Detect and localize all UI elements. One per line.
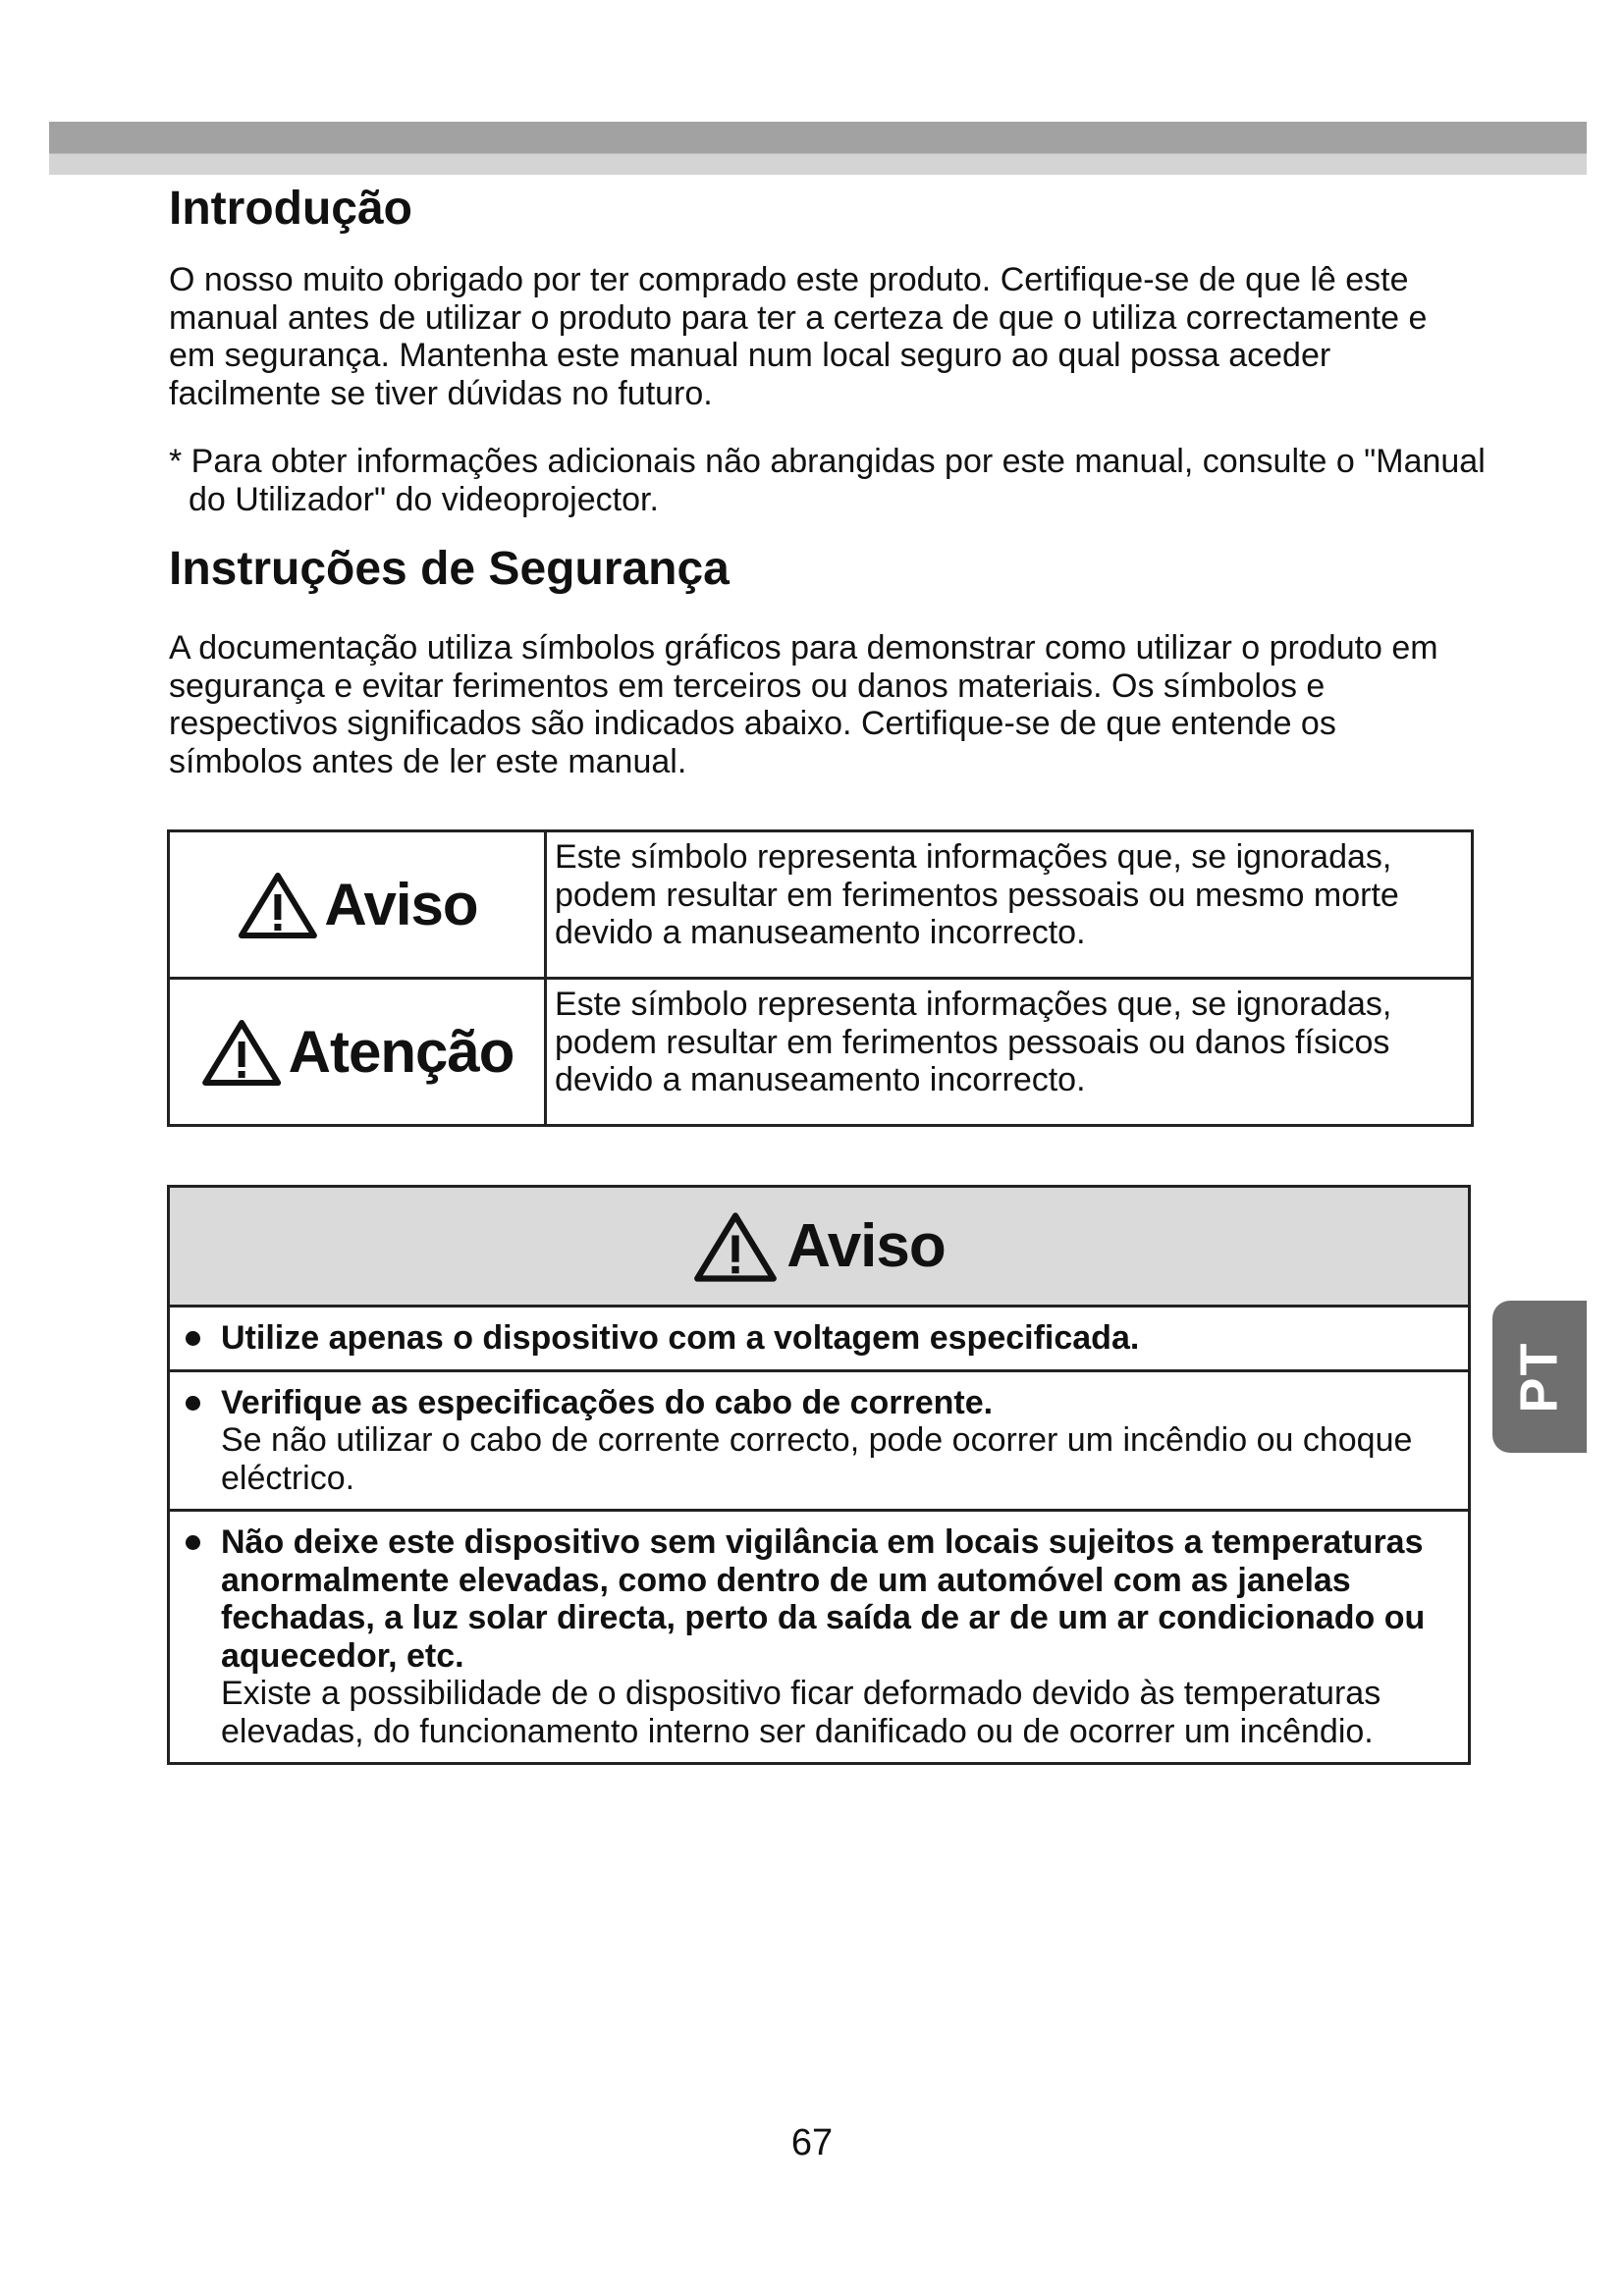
intro-title: Introdução xyxy=(169,183,412,235)
warning-triangle-icon xyxy=(236,870,318,940)
language-tab-label: PT xyxy=(1509,1340,1569,1414)
aviso-symbol xyxy=(236,870,477,940)
header-band xyxy=(49,122,1587,175)
atencao-description: Este símbolo representa informações que, se ignoradas, podem resultar em ferimentos pessoais ou danos físicos devido a manuseamento incorrecto. xyxy=(546,979,1473,1126)
safety-paragraph: A documentação utiliza símbolos gráficos para demonstrar como utilizar o produto em segurança e evitar ferimentos em terceiros ou danos materiais. Os símbolos e respectivos significados são indicados abaixo. Certifique-se de que entende os símbolos antes de ler este manual. xyxy=(169,629,1438,780)
symbol-legend-table xyxy=(167,829,1474,1127)
safety-title: Instruções de Segurança xyxy=(169,543,730,595)
legend-row-aviso xyxy=(169,831,1473,979)
language-tab xyxy=(1492,1301,1587,1453)
warning-triangle-icon xyxy=(200,1017,283,1088)
warning-box-header xyxy=(170,1188,1468,1308)
legend-row-atencao xyxy=(169,979,1473,1126)
page-number: 67 xyxy=(790,2122,834,2163)
warning-item-heading: Utilize apenas o dispositivo com a voltagem especificada. xyxy=(221,1319,1140,1357)
warning-item-heading: Não deixe este dispositivo sem vigilância em locais sujeitos a temperaturas anormalmente elevadas, como dentro de um automóvel com as janelas fechadas, a luz solar directa, perto da saída de ar de um ar condicionado ou aquecedor, etc. xyxy=(221,1523,1426,1675)
atencao-symbol xyxy=(200,1017,514,1088)
warning-item-text: Existe a possibilidade de o dispositivo ficar deformado devido às temperaturas elevadas, do funcionamento interno ser danificado ou de ocorrer um incêndio. xyxy=(221,1675,1381,1750)
aviso-description: Este símbolo representa informações que, se ignoradas, podem resultar em ferimentos pessoais ou mesmo morte devido a manuseamento incorrecto. xyxy=(546,831,1473,979)
legend-symbol-cell xyxy=(169,831,546,979)
intro-paragraph: O nosso muito obrigado por ter comprado este produto. Certifique-se de que lê este manual antes de utilizar o produto para ter a certeza de que o utiliza correctamente e em segurança. Mantenha este manual num local seguro ao qual possa aceder facilmente se tiver dúvidas no futuro. xyxy=(169,261,1428,412)
bullet-icon xyxy=(186,1535,200,1550)
bullet-icon xyxy=(186,1396,200,1411)
warning-item xyxy=(170,1308,1468,1372)
atencao-label: Atenção xyxy=(288,1019,514,1085)
warning-item-text: Se não utilizar o cabo de corrente correcto, pode ocorrer um incêndio ou choque eléctrico. xyxy=(221,1421,1413,1497)
warning-box xyxy=(167,1185,1471,1765)
warning-item xyxy=(170,1512,1468,1762)
warning-item xyxy=(170,1372,1468,1513)
warning-item-heading: Verifique as especificações do cabo de corrente. xyxy=(221,1383,994,1421)
warning-box-title: Aviso xyxy=(786,1212,946,1280)
aviso-label: Aviso xyxy=(324,872,478,937)
intro-note: * Para obter informações adicionais não abrangidas por este manual, consulte o "Manual do Utilizador" do videoprojector. xyxy=(169,443,1486,518)
bullet-icon xyxy=(186,1331,200,1346)
warning-triangle-icon xyxy=(692,1209,779,1284)
legend-symbol-cell xyxy=(169,979,546,1126)
